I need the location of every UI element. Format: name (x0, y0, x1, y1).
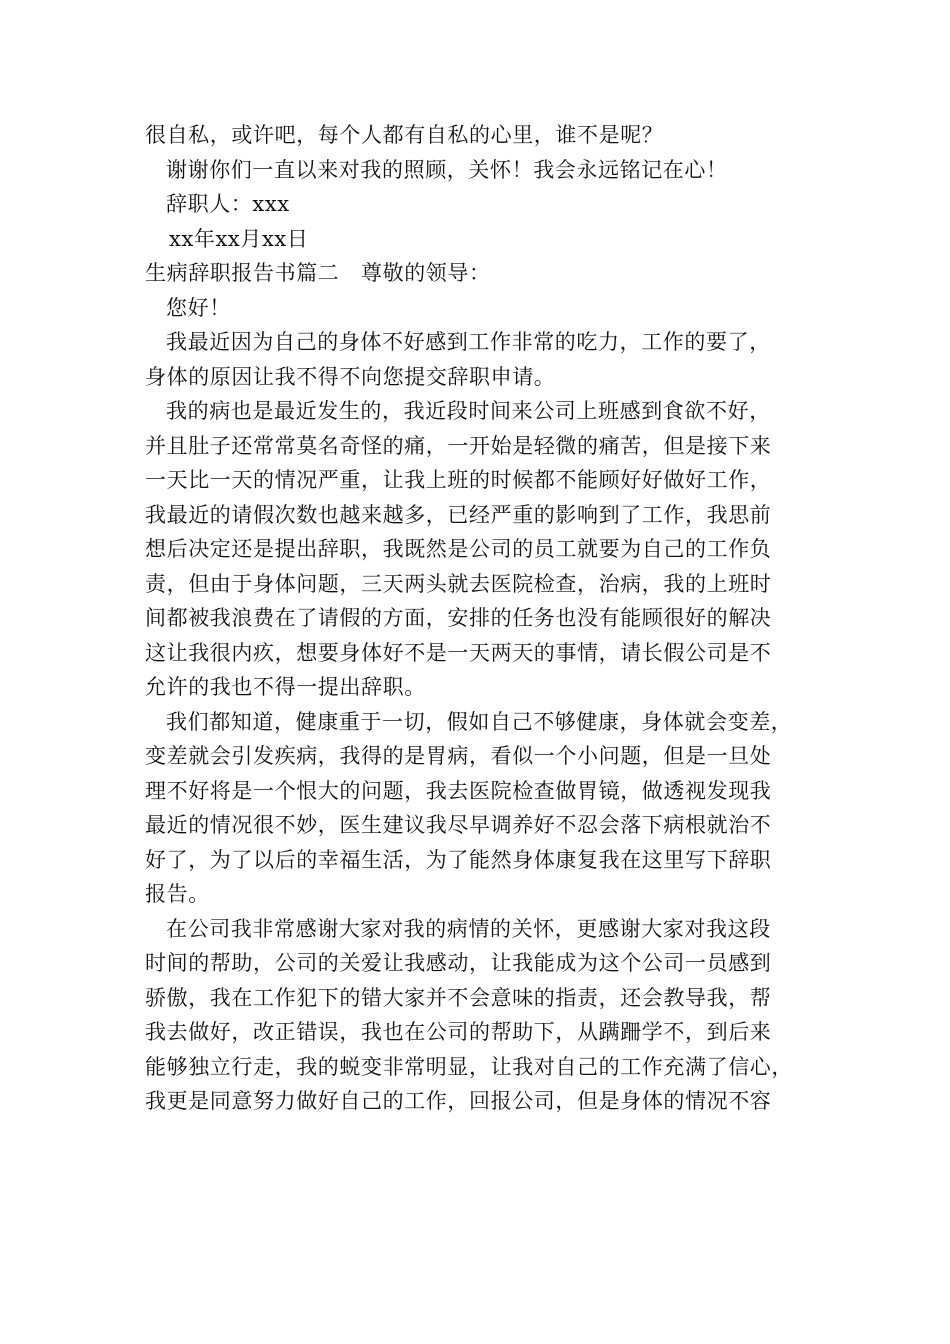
text-line: 变差就会引发疾病，我得的是胃病，看似一个小问题，但是一旦处 (145, 744, 772, 768)
text-line: 我的病也是最近发生的，我近段时间来公司上班感到食欲不好， (166, 399, 771, 423)
text-line: 我更是同意努力做好自己的工作，回报公司，但是身体的情况不容 (145, 1089, 772, 1113)
text-line: 我最近因为自己的身体不好感到工作非常的吃力，工作的要了， (166, 330, 771, 354)
text-line: 允许的我也不得一提出辞职。 (145, 675, 426, 699)
text-line: 我们都知道，健康重于一切，假如自己不够健康，身体就会变差， (166, 709, 793, 734)
text-line: 很自私，或许吧，每个人都有自私的心里，谁不是呢？ (145, 123, 664, 147)
text-line: 报告。 (145, 882, 210, 906)
text-line: 一天比一天的情况严重，让我上班的时候都不能顾好好做好工作， (145, 468, 772, 492)
text-line: 谢谢你们一直以来对我的照顾，关怀！我会永远铭记在心！ (166, 157, 728, 182)
text-line: 想后决定还是提出辞职，我既然是公司的员工就要为自己的工作负 (145, 537, 772, 561)
text-line: 并且肚子还常常莫名奇怪的痛，一开始是轻微的痛苦，但是接下来 (145, 433, 772, 458)
text-line: 责，但由于身体问题，三天两头就去医院检查，治病，我的上班时 (145, 571, 772, 596)
signature-line: 辞职人：xxx (166, 192, 290, 216)
greeting-line: 您好！ (166, 295, 231, 320)
text-line: 好了，为了以后的幸福生活，为了能然身体康复我在这里写下辞职 (145, 847, 772, 872)
text-line: 我最近的请假次数也越来越多，已经严重的影响到了工作，我思前 (145, 502, 772, 527)
text-line: 能够独立行走，我的蜕变非常明显，让我对自己的工作充满了信心， (145, 1054, 793, 1079)
document-body (145, 118, 825, 1119)
text-line: 身体的原因让我不得不向您提交辞职申请。 (145, 364, 556, 389)
text-line: 在公司我非常感谢大家对我的病情的关怀，更感谢大家对我这段 (166, 916, 771, 941)
date-line: xx年xx月xx日 (169, 226, 309, 251)
text-line: 理不好将是一个恨大的问题，我去医院检查做胃镜，做透视发现我 (145, 778, 772, 803)
text-line: 间都被我浪费在了请假的方面，安排的任务也没有能顾很好的解决 (145, 606, 772, 630)
section-heading: 生病辞职报告书篇二 尊敬的领导： (145, 261, 491, 285)
text-line: 时间的帮助，公司的关爱让我感动，让我能成为这个公司一员感到 (145, 951, 772, 975)
text-line: 我去做好，改正错误，我也在公司的帮助下，从蹒跚学不，到后来 (145, 1020, 772, 1044)
text-line: 最近的情况很不妙，医生建议我尽早调养好不忍会落下病根就治不 (145, 813, 772, 837)
text-line: 骄傲，我在工作犯下的错大家并不会意味的指责，还会教导我，帮 (145, 985, 772, 1010)
text-line: 这让我很内疚，想要身体好不是一天两天的事情，请长假公司是不 (145, 640, 772, 665)
